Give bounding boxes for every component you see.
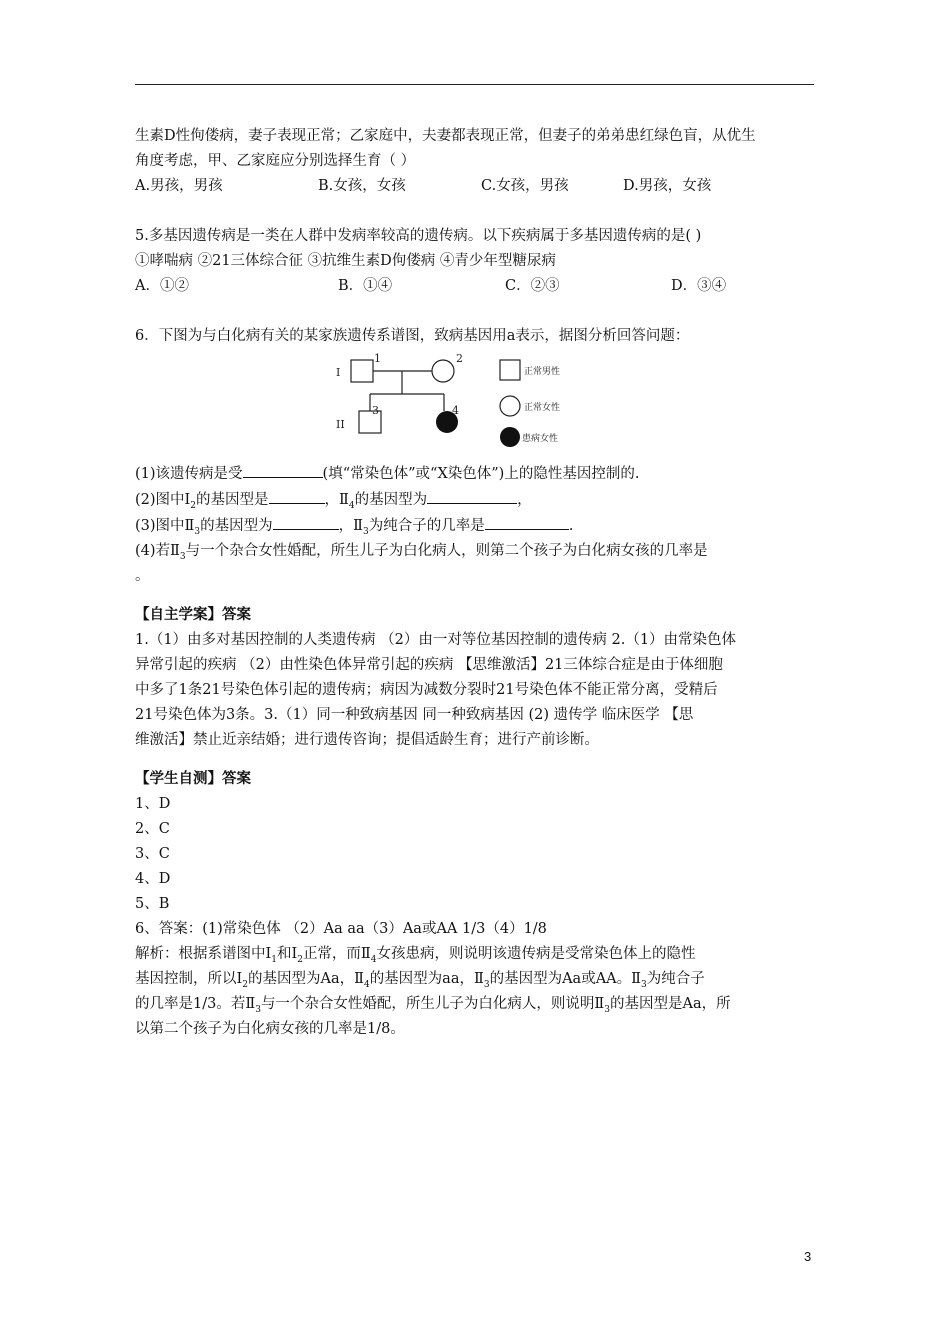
pedigree-female-2 (432, 360, 454, 382)
answer-item-5: 5、B (135, 896, 170, 912)
q6-blank-2 (269, 487, 325, 504)
q4-option-c: C.女孩，男孩 (481, 178, 569, 194)
q6-blank-3 (427, 487, 517, 504)
q6-stem: 6．下图为与白化病有关的某家族遗传系谱图，致病基因用a表示，据图分析回答问题： (135, 328, 690, 344)
answer-item-6: 6、答案：(1)常染色体 （2）Aa aa（3）Aa或AA 1/3（4）1/8 (135, 921, 547, 937)
q6-blank-5 (485, 513, 569, 530)
pedigree-number-2: 2 (456, 353, 463, 365)
q6-sub-3: (3)图中$Ⅱ_3$的基因型为 ，$Ⅱ_3$为纯合子的几率是 . (135, 513, 825, 539)
q5-option-c: C．②③ (505, 278, 560, 294)
q6-sub-4: (4)若$Ⅱ_3$与一个杂合女性婚配，所生儿子为白化病人，则第二个孩子为白化病女孩的几率是 (135, 543, 708, 562)
pedigree-gen-2-label: II (336, 418, 345, 431)
q6-sub-1: (1)该遗传病是受 (填“常染色体”或“X染色体”)上的隐性基因控制的. (135, 461, 825, 487)
pedigree-chart (330, 353, 710, 459)
pedigree-number-3: 3 (372, 404, 379, 417)
q6-sub-2: (2)图中$I_2$的基因型是 ，$Ⅱ_4$的基因型为 ， (135, 487, 825, 513)
answer-item-3: 3、C (135, 846, 170, 862)
q4-option-b: B.女孩，女孩 (318, 178, 406, 194)
header-rule (135, 84, 814, 85)
explanation-line-2: 基因控制，所以$Ⅰ_2$的基因型为Aa，$Ⅱ_4$的基因型为aa，$Ⅱ_3$的基因型为Aa或AA。$Ⅱ_3$为纯合子 (135, 971, 705, 990)
explanation-line-1: 解析：根据系谱图中$Ⅰ_1$和$Ⅰ_2$正常，而$Ⅱ_4$女孩患病，则说明该遗传病是受常染色体上的隐性 (135, 946, 696, 965)
q5-stem: 5.多基因遗传病是一类在人群中发病率较高的遗传病。以下疾病属于多基因遗传病的是( ) (135, 228, 702, 244)
answer-item-2: 2、C (135, 821, 170, 837)
legend-affected-label: 患病女性 (522, 434, 559, 444)
legend-male-label: 正常男性 (524, 367, 561, 377)
pedigree-male-1 (351, 360, 373, 382)
q4-option-d: D.男孩，女孩 (623, 178, 712, 194)
q4-options (135, 174, 825, 199)
legend-male-symbol (500, 360, 520, 380)
q6-sub-4-end: 。 (135, 568, 150, 584)
legend-affected-symbol (500, 427, 520, 447)
answers-1-line-1: 1.（1）由多对基因控制的人类遗传病 （2）由一对等位基因控制的遗传病 2.（1）由常染色体 (135, 632, 737, 648)
answer-item-4: 4、D (135, 871, 171, 887)
q6-blank-4 (273, 513, 339, 530)
answers-1-heading: 【自主学案】答案 (135, 607, 251, 623)
answers-1-line-3: 中多了1条21号染色体引起的遗传病；病因为减数分裂时21号染色体不能正常分离，受精后 (135, 682, 718, 698)
q6-blank-1 (243, 461, 323, 478)
pedigree-gen-1-label: I (336, 366, 341, 379)
q5-option-a: A．①② (135, 278, 189, 294)
legend-female-label: 正常女性 (524, 403, 561, 413)
answers-1-line-5: 维激活】禁止近亲结婚；进行遗传咨询；提倡适龄生育；进行产前诊断。 (135, 732, 599, 748)
answers-1-line-4: 21号染色体为3条。3.（1）同一种致病基因 同一种致病基因 (2) 遗传学 临床医学 【思 (135, 707, 694, 723)
pedigree-number-1: 1 (374, 353, 381, 365)
q5-options (135, 274, 825, 299)
q5-option-d: D．③④ (671, 278, 727, 294)
q5-option-b: B．①④ (338, 278, 393, 294)
q4-option-a: A.男孩，男孩 (135, 178, 223, 194)
answers-1-line-2: 异常引起的疾病 （2）由性染色体异常引起的疾病 【思维激活】21三体综合症是由于体细胞 (135, 657, 723, 673)
legend-female-symbol (500, 396, 520, 416)
page-number: 3 (804, 1249, 812, 1264)
q5-items: ①哮喘病 ②21三体综合征 ③抗维生素D佝偻病 ④青少年型糖尿病 (135, 253, 556, 269)
pedigree-figure (135, 353, 825, 459)
answer-item-1: 1、D (135, 796, 171, 812)
page-content (135, 124, 825, 1042)
pedigree-number-4: 4 (452, 404, 459, 417)
answers-2-heading: 【学生自测】答案 (135, 771, 251, 787)
q4-stem-line-1: 生素D性佝偻病，妻子表现正常；乙家庭中，夫妻都表现正常，但妻子的弟弟患红绿色盲，从优生 (135, 128, 756, 144)
explanation-line-4: 以第二个孩子为白化病女孩的几率是1/8。 (135, 1021, 405, 1037)
explanation-line-3: 的几率是1/3。若$Ⅱ_3$与一个杂合女性婚配，所生儿子为白化病人，则说明$Ⅱ_3$的基因型是Aa，所 (135, 996, 731, 1015)
q4-stem-line-2: 角度考虑，甲、乙家庭应分别选择生育（ ） (135, 153, 416, 169)
